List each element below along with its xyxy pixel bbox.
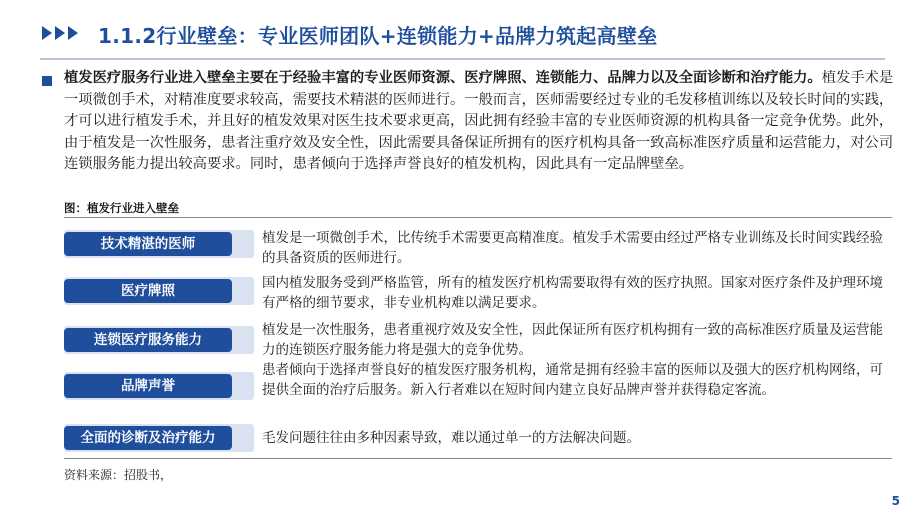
page-number: 5 [891,494,900,508]
intro-bold-text: 植发医疗服务行业进入壁垒主要在于经验丰富的专业医师资源、医疗牌照、连锁能力、品牌力以及全面诊断和治疗能力。 [64,70,822,86]
barrier-label: 医疗牌照 [64,279,232,303]
barrier-label: 技术精湛的医师 [64,232,232,256]
figure-caption: 图：植发行业进入壁垒 [64,201,179,215]
barrier-description: 毛发问题往往由多种因素导致，难以通过单一的方法解决问题。 [262,430,640,446]
source-divider [64,458,892,459]
barrier-description: 植发是一次性服务，患者重视疗效及安全性，因此保证所有医疗机构拥有一致的高标准医疗质量及运营能力的连锁医疗服务能力将是强大的竞争优势。 [262,322,883,358]
source-note: 资料来源：招股书， [64,468,173,482]
barrier-description: 患者倾向于选择声誉良好的植发医疗服务机构，通常是拥有经验丰富的医师以及强大的医疗机构网络，可提供全面的治疗后服务。新入行者难以在短时间内建立良好品牌声誉并获得稳定客流。 [262,362,883,398]
barrier-label: 连锁医疗服务能力 [64,328,232,352]
chevron-right-icon [42,26,81,40]
barrier-label: 全面的诊断及治疗能力 [64,426,232,450]
slide-header [0,0,920,62]
intro-body-text: 植发手术是一项微创手术，对精准度要求较高，需要技术精湛的医师进行。一般而言，医师需要经过专业的毛发移植训练以及较长时间的实践，才可以进行植发手术，并且好的植发效果对医生技术要求更高，因此拥有经验丰富的专业医师资源的机构具备一定竞争优势。此外，由于植发是一次性服务，患者注重疗效及安全性，因此需要具备保证所拥有的医疗机构具备一致高标准医疗质量和运营能力，对公司连锁服务能力提出较高要求。同时，患者倾向于选择声誉良好的植发机构，因此具有一定品牌壁垒。 [64,70,894,172]
square-bullet-icon [42,76,52,86]
intro-paragraph [64,68,896,176]
title-divider [40,58,885,60]
figure-divider [64,217,892,218]
barrier-description: 植发是一项微创手术，比传统手术需要更高精准度。植发手术需要由经过严格专业训练及长时间实践经验的具备资质的医师进行。 [262,230,883,266]
slide-title: 1.1.2行业壁垒：专业医师团队+连锁能力+品牌力筑起高壁垒 [98,24,658,48]
barrier-description: 国内植发服务受到严格监管，所有的植发医疗机构需要取得有效的医疗执照。国家对医疗条件及护理环境有严格的细节要求，非专业机构难以满足要求。 [262,275,883,311]
barrier-label: 品牌声誉 [64,374,232,398]
